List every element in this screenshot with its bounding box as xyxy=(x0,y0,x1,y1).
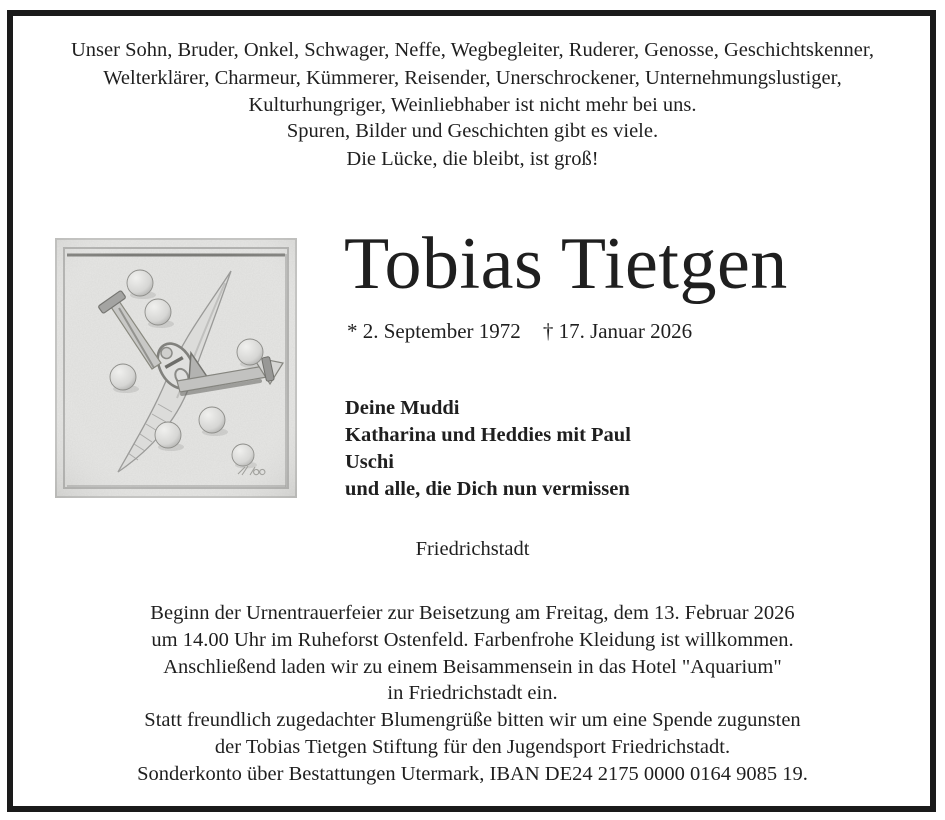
epigraph xyxy=(13,118,932,173)
announcement-line-5: Statt freundlich zugedachter Blumengrüße bitten wir um eine Spende zugunsten xyxy=(144,709,801,732)
announcement-line-4: in Friedrichstadt ein. xyxy=(387,682,558,705)
announcement-line-6: der Tobias Tietgen Stiftung für den Jugendsport Friedrichstadt. xyxy=(214,735,731,758)
intro-paragraph xyxy=(13,37,932,120)
announcement-line-7: Sonderkonto über Bestattungen Utermark, IBAN DE24 2175 0000 0164 9085 19. xyxy=(137,762,808,785)
intro-line-2: Welterklärer, Charmeur, Kümmerer, Reisender, Unerschrockener, Unternehmungslustiger, xyxy=(103,66,842,89)
relief-artwork-graphic xyxy=(55,238,297,498)
mourners-list xyxy=(345,395,631,503)
location-line: Friedrichstadt xyxy=(415,538,530,560)
epigraph-line-1: Spuren, Bilder und Geschichten gibt es viele. xyxy=(286,120,659,142)
death-date: † 17. Januar 2026 xyxy=(542,319,693,343)
relief-artwork-photo xyxy=(55,238,297,498)
mourner-line-3: Uschi xyxy=(345,451,394,473)
photo-vignette xyxy=(55,238,297,498)
announcement-line-1: Beginn der Urnentrauerfeier zur Beisetzung am Freitag, dem 13. Februar 2026 xyxy=(150,602,795,624)
funeral-announcement xyxy=(13,600,932,788)
epigraph-line-2: Die Lücke, die bleibt, ist groß! xyxy=(346,147,599,170)
mourner-line-4: und alle, die Dich nun vermissen xyxy=(345,478,630,500)
mourner-line-2: Katharina und Heddies mit Paul xyxy=(345,424,631,446)
intro-line-1: Unser Sohn, Bruder, Onkel, Schwager, Neffe, Wegbegleiter, Ruderer, Genosse, Geschichtskenner, xyxy=(71,39,874,61)
intro-line-3: Kulturhungriger, Weinliebhaber ist nicht mehr bei uns. xyxy=(248,94,697,116)
announcement-line-3: Anschließend laden wir zu einem Beisammensein in das Hotel "Aquarium" xyxy=(163,655,782,678)
announcement-line-2: um 14.00 Uhr im Ruheforst Ostenfeld. Farbenfrohe Kleidung ist willkommen. xyxy=(151,628,794,651)
birth-date: * 2. September 1972 xyxy=(347,319,521,343)
mourner-line-1: Deine Muddi xyxy=(345,397,460,419)
life-dates xyxy=(347,321,692,342)
deceased-name: Tobias Tietgen xyxy=(344,223,788,305)
